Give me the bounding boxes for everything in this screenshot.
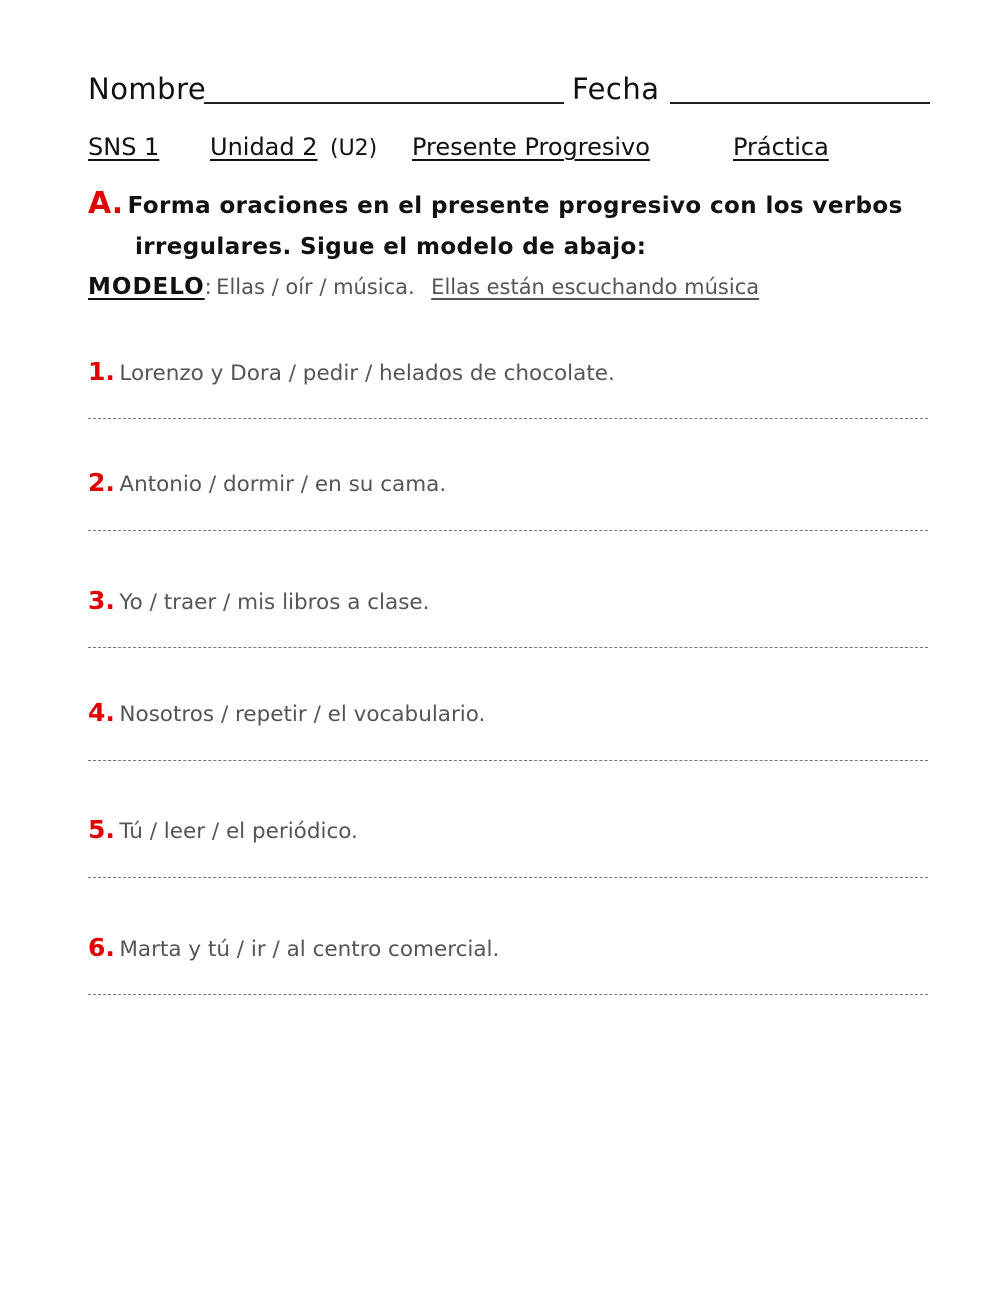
answer-line-5[interactable] <box>88 877 928 878</box>
exercise-item-3 <box>88 586 429 615</box>
course-code: SNS 1 <box>88 133 160 161</box>
item-prompt: Yo / traer / mis libros a clase. <box>119 590 430 615</box>
item-number: 3. <box>88 586 115 615</box>
exercise-item-6 <box>88 933 499 962</box>
answer-line-4[interactable] <box>88 760 928 761</box>
model-answer: Ellas están escuchando música <box>431 275 760 299</box>
model-example <box>88 274 759 300</box>
item-number: 6. <box>88 933 115 962</box>
unit-code: (U2) <box>330 136 378 161</box>
exercise-item-1 <box>88 357 615 386</box>
date-label: Fecha <box>572 72 660 106</box>
answer-line-3[interactable] <box>88 647 928 648</box>
instructions-line-2: irregulares. Sigue el modelo de abajo: <box>135 234 647 260</box>
answer-line-1[interactable] <box>88 418 928 419</box>
section-letter: A. <box>88 186 124 221</box>
name-label: Nombre <box>88 72 207 106</box>
answer-line-2[interactable] <box>88 530 928 531</box>
exercise-item-4 <box>88 698 485 727</box>
model-colon: : <box>204 275 212 299</box>
item-prompt: Tú / leer / el periódico. <box>119 819 358 844</box>
item-number: 4. <box>88 698 115 727</box>
item-prompt: Antonio / dormir / en su cama. <box>119 472 447 497</box>
item-prompt: Lorenzo y Dora / pedir / helados de chocolate. <box>119 361 615 386</box>
exercise-item-2 <box>88 468 446 497</box>
instructions <box>88 186 903 221</box>
worksheet-type: Práctica <box>733 133 829 161</box>
name-input-line[interactable] <box>204 102 564 104</box>
date-input-line[interactable] <box>670 102 930 104</box>
topic-title: Presente Progresivo <box>412 133 650 161</box>
model-prompt: Ellas / oír / música. <box>216 275 415 299</box>
item-prompt: Marta y tú / ir / al centro comercial. <box>119 937 500 962</box>
instructions-line-1: Forma oraciones en el presente progresivo con los verbos <box>127 193 903 219</box>
model-label: MODELO <box>88 274 205 300</box>
item-number: 5. <box>88 815 115 844</box>
answer-line-6[interactable] <box>88 994 928 995</box>
item-prompt: Nosotros / repetir / el vocabulario. <box>119 702 486 727</box>
item-number: 1. <box>88 357 115 386</box>
item-number: 2. <box>88 468 115 497</box>
exercise-item-5 <box>88 815 358 844</box>
unit-title: Unidad 2 <box>210 133 318 161</box>
